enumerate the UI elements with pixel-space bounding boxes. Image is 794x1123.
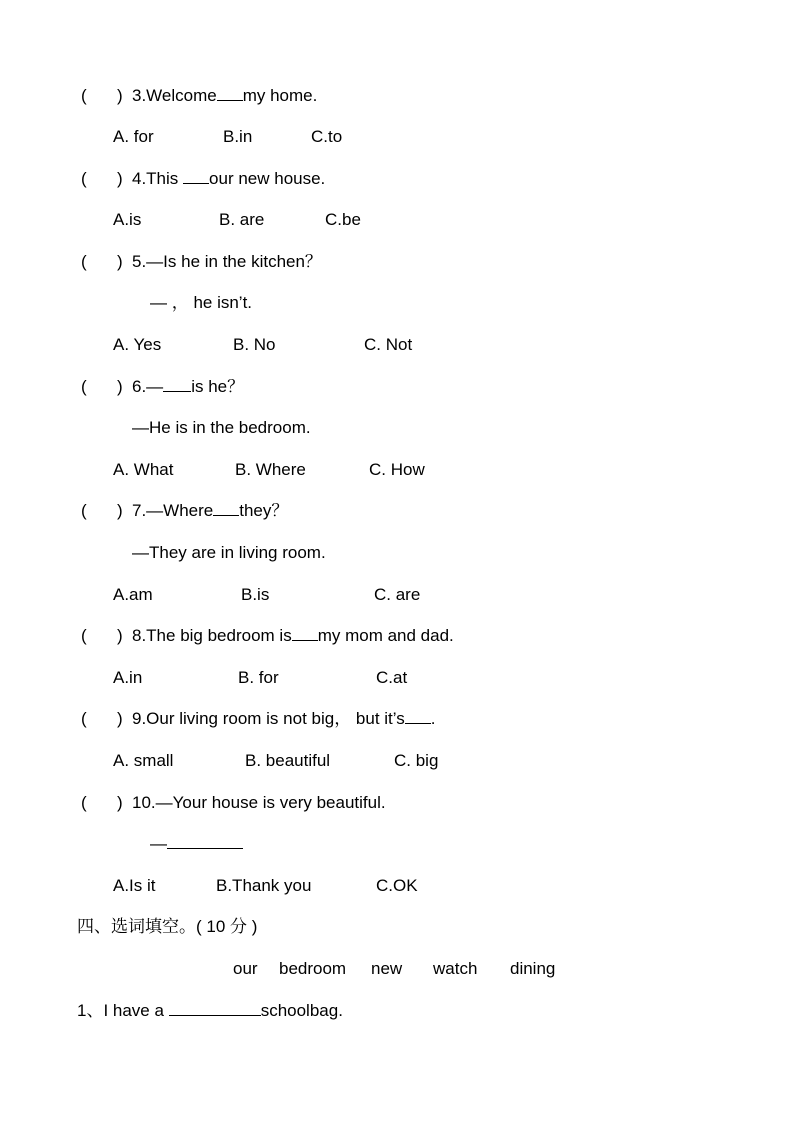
option-c: C.to — [311, 127, 343, 146]
answer-paren-open: ( — [81, 501, 87, 520]
question-8-stem: 8.The big bedroom is my mom and dad. — [132, 626, 454, 645]
option-a: A.am — [113, 585, 153, 604]
option-a: A.in — [113, 668, 143, 687]
option-b: B. Where — [235, 460, 306, 479]
option-b: B.Thank you — [216, 876, 312, 895]
answer-paren-close: ) — [117, 169, 123, 188]
answer-paren-open: ( — [81, 793, 87, 812]
option-b: B.in — [223, 127, 253, 146]
question-10-answer-line: — — [150, 834, 243, 854]
question-7-answer-line: —They are in living room. — [132, 543, 326, 562]
question-5-stem: 5.—Is he in the kitchen？ — [132, 252, 322, 271]
question-4-stem: 4.This our new house. — [132, 169, 326, 188]
answer-paren-open: ( — [81, 709, 87, 728]
option-a: A.Is it — [113, 876, 156, 895]
answer-paren-close: ) — [117, 626, 123, 645]
word-bank-word: bedroom — [279, 959, 347, 978]
option-b: B. are — [219, 210, 265, 229]
option-a: A. for — [113, 127, 154, 146]
option-c: C.be — [325, 210, 361, 229]
word-bank-word: our — [233, 959, 258, 978]
option-c: C. are — [374, 585, 421, 604]
option-c: C. Not — [364, 335, 413, 354]
word-bank-word: dining — [510, 959, 556, 978]
option-c: C. How — [369, 460, 425, 479]
option-a: A.is — [113, 210, 142, 229]
option-a: A. What — [113, 460, 174, 479]
fill-blank — [169, 1001, 261, 1016]
question-6-answer-line: —He is in the bedroom. — [132, 418, 311, 437]
question-6-stem: 6.— is he？ — [132, 377, 245, 396]
option-c: C.at — [376, 668, 408, 687]
answer-paren-open: ( — [81, 169, 87, 188]
option-b: B. beautiful — [245, 751, 331, 770]
answer-paren-open: ( — [81, 626, 87, 645]
answer-paren-close: ) — [117, 709, 123, 728]
option-c: C. big — [394, 751, 439, 770]
option-b: B. for — [238, 668, 279, 687]
answer-paren-close: ) — [117, 252, 123, 271]
answer-paren-open: ( — [81, 377, 87, 396]
option-b: B.is — [241, 585, 270, 604]
answer-paren-close: ) — [117, 377, 123, 396]
section-heading: 四、选词填空。( 10 分 ) — [77, 917, 258, 936]
option-a: A. Yes — [113, 335, 162, 354]
answer-paren-close: ) — [117, 793, 123, 812]
answer-paren-open: ( — [81, 252, 87, 271]
question-7-stem: 7.—Where they？ — [132, 501, 289, 520]
answer-paren-open: ( — [81, 86, 87, 105]
word-bank-word: new — [371, 959, 403, 978]
question-5-answer-line: — ， he isn’t. — [150, 293, 253, 312]
answer-paren-close: ) — [117, 86, 123, 105]
answer-paren-close: ) — [117, 501, 123, 520]
question-3-stem: 3.Welcome my home. — [132, 86, 318, 105]
question-10-stem: 10.—Your house is very beautiful. — [132, 793, 386, 812]
option-c: C.OK — [376, 876, 418, 895]
option-b: B. No — [233, 335, 276, 354]
option-a: A. small — [113, 751, 174, 770]
question-9-stem: 9.Our living room is not big， but it’s . — [132, 709, 436, 728]
word-bank-word: watch — [433, 959, 478, 978]
fill-item-1: 1、I have a schoolbag. — [77, 1001, 343, 1020]
